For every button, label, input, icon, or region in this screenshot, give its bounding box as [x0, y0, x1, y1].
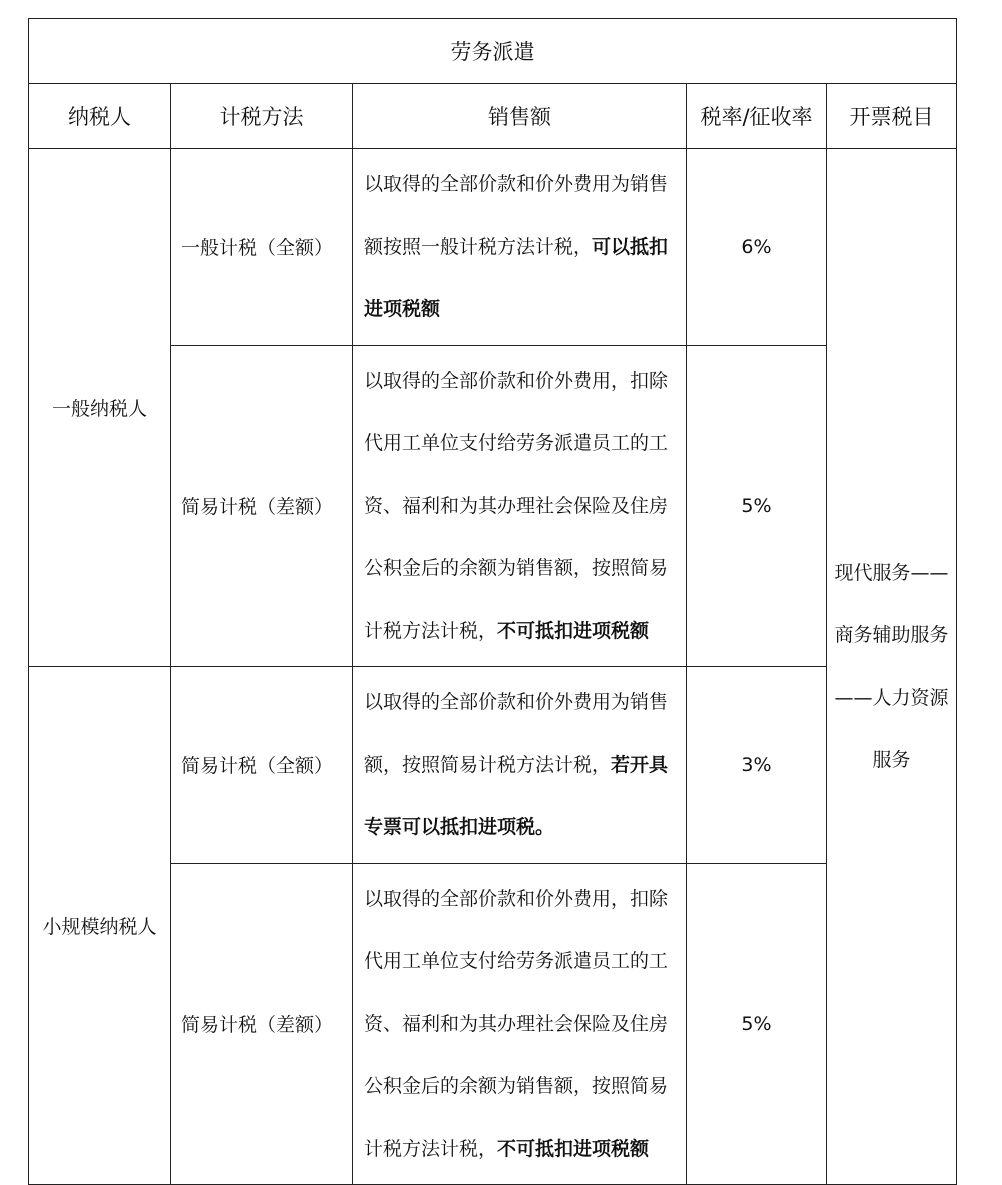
- desc-text: 以取得的全部价款和价外费用为销售额，按照简易计税方法计税，: [364, 691, 669, 776]
- rate-cell: 5%: [687, 863, 827, 1185]
- method-cell: 简易计税（差额）: [171, 345, 353, 667]
- sales-desc-cell: [353, 149, 687, 346]
- desc-text: 以取得的全部价款和价外费用为销售额按照一般计税方法计税，: [364, 173, 669, 258]
- taxpayer-general: 一般纳税人: [29, 149, 171, 667]
- desc-bold-text: 可以抵扣进项税额: [364, 235, 669, 320]
- rate-cell: 5%: [687, 345, 827, 667]
- table-row: [29, 667, 957, 864]
- rate-cell: 3%: [687, 667, 827, 864]
- rate-cell: 6%: [687, 149, 827, 346]
- desc-text: 以取得的全部价款和价外费用，扣除代用工单位支付给劳务派遣员工的工资、福利和为其办理社会保险及住房公积金后的余额为销售额，按照简易计税方法计税，: [364, 887, 669, 1160]
- desc-bold-text: 不可抵扣进项税额: [497, 1137, 650, 1160]
- method-cell: 简易计税（差额）: [171, 863, 353, 1185]
- header-sales: 销售额: [353, 84, 687, 149]
- sales-desc-cell: [353, 863, 687, 1185]
- desc-text: 以取得的全部价款和价外费用，扣除代用工单位支付给劳务派遣员工的工资、福利和为其办理社会保险及住房公积金后的余额为销售额，按照简易计税方法计税，: [364, 369, 669, 642]
- sales-desc-cell: [353, 667, 687, 864]
- taxpayer-small-scale: 小规模纳税人: [29, 667, 171, 1185]
- header-invoice-item: 开票税目: [827, 84, 957, 149]
- method-cell: 简易计税（全额）: [171, 667, 353, 864]
- desc-bold-text: 若开具专票可以抵扣进项税。: [364, 753, 669, 838]
- table-title: 劳务派遣: [29, 19, 957, 84]
- header-taxpayer: 纳税人: [29, 84, 171, 149]
- desc-bold-text: 不可抵扣进项税额: [497, 619, 650, 642]
- sales-desc-cell: [353, 345, 687, 667]
- labor-dispatch-tax-table: [28, 18, 957, 1185]
- table-row: [29, 149, 957, 346]
- header-rate: 税率/征收率: [687, 84, 827, 149]
- method-cell: 一般计税（全额）: [171, 149, 353, 346]
- invoice-item-cell: 现代服务——商务辅助服务——人力资源服务: [827, 149, 957, 1185]
- header-method: 计税方法: [171, 84, 353, 149]
